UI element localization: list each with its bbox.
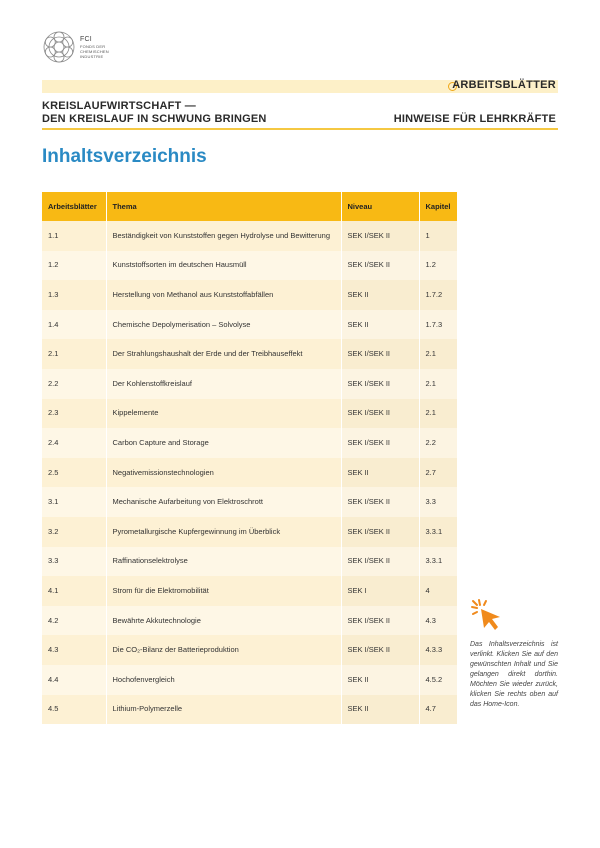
worksheet-number: 4.4	[42, 665, 106, 695]
toc-row[interactable]	[42, 251, 457, 281]
topic-link[interactable]: Lithium-Polymerzelle	[106, 695, 341, 725]
topic-link[interactable]: Mechanische Aufarbeitung von Elektroschrott	[106, 487, 341, 517]
chapter-value: 3.3.1	[419, 517, 457, 547]
toc-row[interactable]	[42, 547, 457, 577]
level-value: SEK II	[341, 458, 419, 488]
topic-link[interactable]: Raffinationselektrolyse	[106, 547, 341, 577]
chapter-value: 1.7.3	[419, 310, 457, 340]
chapter-value: 1.2	[419, 251, 457, 281]
chapter-value: 3.3.1	[419, 547, 457, 577]
worksheet-number: 2.3	[42, 399, 106, 429]
worksheet-number: 4.5	[42, 695, 106, 725]
level-value: SEK I/SEK II	[341, 251, 419, 281]
toc-row[interactable]	[42, 606, 457, 636]
chapter-value: 2.7	[419, 458, 457, 488]
toc-row[interactable]	[42, 339, 457, 369]
chapter-value: 2.1	[419, 339, 457, 369]
chapter-value: 4	[419, 576, 457, 606]
toc-row[interactable]	[42, 665, 457, 695]
topic-link[interactable]: Carbon Capture and Storage	[106, 428, 341, 458]
chapter-value: 4.3	[419, 606, 457, 636]
worksheet-number: 4.1	[42, 576, 106, 606]
toc-row[interactable]	[42, 458, 457, 488]
topic-link[interactable]: Chemische Depolymerisation – Solvolyse	[106, 310, 341, 340]
topic-link[interactable]: Der Kohlenstoffkreislauf	[106, 369, 341, 399]
topic-link[interactable]: Die CO₂-Bilanz der Batterieproduktion	[106, 635, 341, 665]
worksheet-number: 3.2	[42, 517, 106, 547]
topic-link[interactable]: Strom für die Elektromobilität	[106, 576, 341, 606]
level-value: SEK I	[341, 576, 419, 606]
toc-row[interactable]	[42, 280, 457, 310]
level-value: SEK I/SEK II	[341, 487, 419, 517]
level-value: SEK II	[341, 280, 419, 310]
logo-line-3: INDUSTRIE	[80, 54, 104, 59]
level-value: SEK I/SEK II	[341, 339, 419, 369]
toc-row[interactable]	[42, 487, 457, 517]
header-divider	[42, 128, 558, 130]
level-value: SEK II	[341, 665, 419, 695]
worksheet-number: 4.2	[42, 606, 106, 636]
topic-link[interactable]: Kippelemente	[106, 399, 341, 429]
header-worksheets: Arbeitsblätter	[42, 192, 106, 221]
header-level: Niveau	[341, 192, 419, 221]
page-title: Inhaltsverzeichnis	[42, 146, 207, 167]
worksheet-number: 2.1	[42, 339, 106, 369]
chapter-value: 2.1	[419, 369, 457, 399]
topic-link[interactable]: Negativemissionstechnologien	[106, 458, 341, 488]
toc-header-row	[42, 192, 457, 221]
topic-link[interactable]: Kunststoffsorten im deutschen Hausmüll	[106, 251, 341, 281]
toc-row[interactable]	[42, 428, 457, 458]
hint-text: Das Inhaltsverzeichnis ist verlinkt. Klicken Sie auf den gewünschten Inhalt und Sie gelangen direkt dorthin. Möchten Sie wieder zurück, klicken Sie rechts oben auf das Home-Icon.	[470, 641, 558, 708]
topic-link[interactable]: Pyrometallurgische Kupfergewinnung im Überblick	[106, 517, 341, 547]
chapter-value: 3.3	[419, 487, 457, 517]
toc-row[interactable]	[42, 635, 457, 665]
audience-label: HINWEISE FÜR LEHRKRÄFTE	[393, 113, 556, 125]
worksheets-label: ARBEITSBLÄTTER	[452, 79, 556, 91]
chapter-value: 4.7	[419, 695, 457, 725]
topic-link[interactable]: Beständigkeit von Kunststoffen gegen Hydrolyse und Bewitterung	[106, 221, 341, 251]
worksheet-number: 2.4	[42, 428, 106, 458]
level-value: SEK I/SEK II	[341, 369, 419, 399]
logo-text	[80, 36, 109, 59]
fci-logo-icon	[42, 30, 76, 64]
toc-row[interactable]	[42, 576, 457, 606]
chapter-value: 1	[419, 221, 457, 251]
chapter-value: 1.7.2	[419, 280, 457, 310]
chapter-value: 2.2	[419, 428, 457, 458]
worksheet-number: 3.1	[42, 487, 106, 517]
toc-table	[42, 192, 457, 724]
worksheet-number: 1.4	[42, 310, 106, 340]
level-value: SEK II	[341, 310, 419, 340]
toc-row[interactable]	[42, 517, 457, 547]
toc-row[interactable]	[42, 399, 457, 429]
level-value: SEK II	[341, 695, 419, 725]
worksheet-number: 1.1	[42, 221, 106, 251]
click-cursor-icon	[470, 598, 506, 634]
toc-row[interactable]	[42, 369, 457, 399]
level-value: SEK I/SEK II	[341, 606, 419, 636]
chapter-value: 2.1	[419, 399, 457, 429]
document-title	[42, 100, 267, 126]
worksheet-number: 2.2	[42, 369, 106, 399]
topic-link[interactable]: Der Strahlungshaushalt der Erde und der Treibhauseffekt	[106, 339, 341, 369]
level-value: SEK I/SEK II	[341, 399, 419, 429]
toc-row[interactable]	[42, 695, 457, 725]
level-value: SEK I/SEK II	[341, 428, 419, 458]
topic-link[interactable]: Bewährte Akkutechnologie	[106, 606, 341, 636]
header-topic: Thema	[106, 192, 341, 221]
worksheet-number: 1.3	[42, 280, 106, 310]
logo-abbr: FCI	[80, 36, 92, 43]
worksheet-number: 2.5	[42, 458, 106, 488]
worksheet-number: 3.3	[42, 547, 106, 577]
logo-line-1: FONDS DER	[80, 44, 106, 49]
chapter-value: 4.3.3	[419, 635, 457, 665]
level-value: SEK I/SEK II	[341, 221, 419, 251]
header-chapter: Kapitel	[419, 192, 457, 221]
toc-row[interactable]	[42, 310, 457, 340]
toc-row[interactable]	[42, 221, 457, 251]
document-title-line-1: KREISLAUFWIRTSCHAFT —	[42, 100, 196, 112]
logo-line-2: CHEMISCHEN	[80, 49, 109, 54]
worksheet-number: 4.3	[42, 635, 106, 665]
level-value: SEK I/SEK II	[341, 517, 419, 547]
topic-link[interactable]: Herstellung von Methanol aus Kunststoffabfällen	[106, 280, 341, 310]
chapter-value: 4.5.2	[419, 665, 457, 695]
level-value: SEK I/SEK II	[341, 635, 419, 665]
document-title-line-2: DEN KREISLAUF IN SCHWUNG BRINGEN	[42, 113, 267, 125]
worksheet-number: 1.2	[42, 251, 106, 281]
level-value: SEK I/SEK II	[341, 547, 419, 577]
fci-logo	[42, 30, 122, 70]
topic-link[interactable]: Hochofenvergleich	[106, 665, 341, 695]
